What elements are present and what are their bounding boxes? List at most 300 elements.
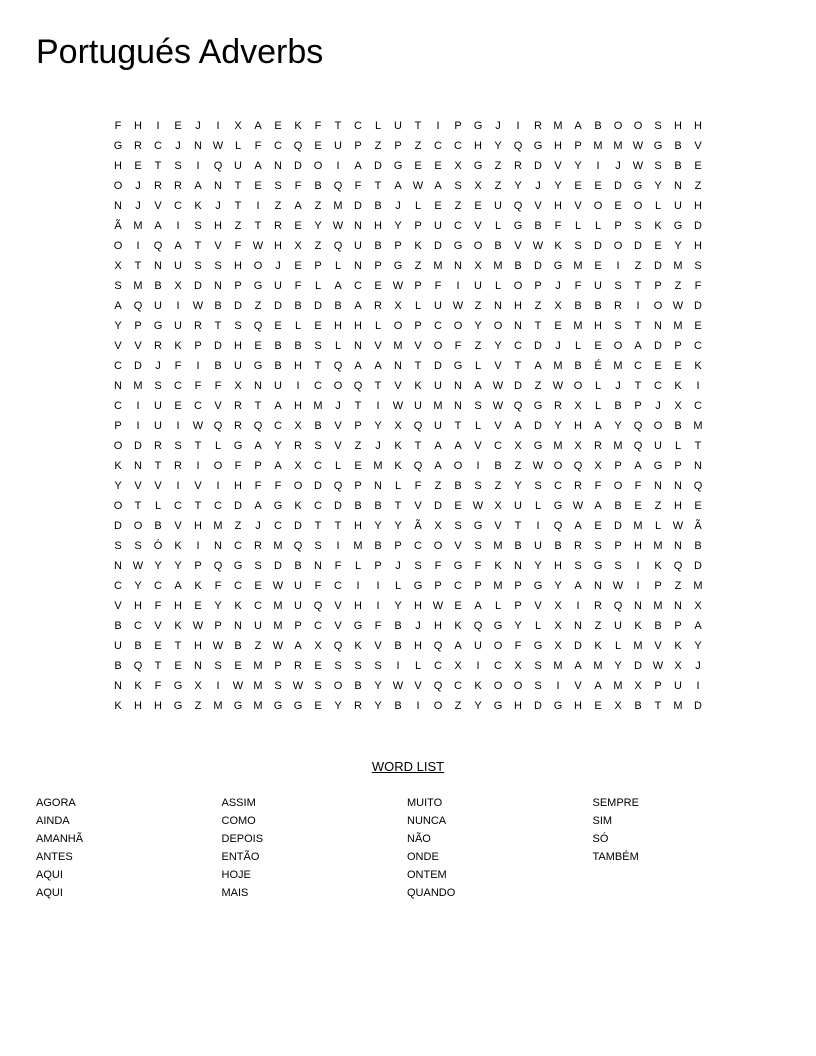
grid-letter: Y bbox=[494, 340, 502, 352]
grid-letter: E bbox=[694, 320, 702, 332]
grid-letter: Z bbox=[254, 640, 262, 652]
grid-letter: R bbox=[594, 440, 602, 452]
grid-letter: B bbox=[374, 500, 382, 512]
grid-letter: P bbox=[414, 280, 422, 292]
grid-letter: O bbox=[333, 680, 343, 692]
grid-letter: Y bbox=[554, 180, 562, 192]
grid-letter: E bbox=[594, 260, 602, 272]
grid-letter: B bbox=[574, 360, 582, 372]
grid-letter: I bbox=[176, 480, 180, 492]
grid-letter: D bbox=[654, 260, 662, 272]
grid-letter: N bbox=[494, 300, 502, 312]
grid-letter: D bbox=[594, 240, 602, 252]
grid-row bbox=[108, 616, 708, 636]
grid-letter: E bbox=[434, 160, 442, 172]
grid-letter: T bbox=[694, 440, 702, 452]
grid-letter: T bbox=[234, 180, 242, 192]
grid-letter: G bbox=[113, 140, 123, 152]
grid-letter: V bbox=[534, 200, 542, 212]
grid-letter: F bbox=[154, 600, 162, 612]
grid-letter: E bbox=[294, 220, 302, 232]
grid-letter: G bbox=[153, 320, 163, 332]
grid-letter: W bbox=[632, 160, 644, 172]
grid-letter: I bbox=[196, 460, 200, 472]
grid-letter: A bbox=[454, 440, 462, 452]
grid-letter: C bbox=[454, 220, 462, 232]
grid-letter: I bbox=[396, 660, 400, 672]
grid-letter: D bbox=[214, 340, 222, 352]
grid-letter: L bbox=[294, 320, 302, 332]
grid-letter: U bbox=[534, 540, 542, 552]
grid-letter: B bbox=[494, 460, 502, 472]
grid-letter: V bbox=[154, 620, 162, 632]
grid-letter: M bbox=[433, 260, 443, 272]
grid-letter: O bbox=[633, 120, 643, 132]
grid-letter: O bbox=[113, 500, 123, 512]
grid-letter: B bbox=[294, 560, 302, 572]
grid-row bbox=[108, 576, 708, 596]
grid-letter: K bbox=[174, 620, 182, 632]
grid-letter: M bbox=[133, 280, 143, 292]
grid-letter: I bbox=[296, 380, 300, 392]
grid-letter: M bbox=[613, 680, 623, 692]
grid-letter: J bbox=[395, 560, 401, 572]
grid-letter: F bbox=[414, 480, 422, 492]
grid-row bbox=[108, 376, 708, 396]
grid-row bbox=[108, 496, 708, 516]
grid-letter: W bbox=[672, 300, 684, 312]
grid-letter: O bbox=[653, 420, 663, 432]
word-list-item: ASSIM bbox=[221, 797, 256, 809]
grid-letter: G bbox=[633, 180, 643, 192]
grid-letter: M bbox=[613, 360, 623, 372]
grid-letter: U bbox=[334, 140, 342, 152]
grid-letter: M bbox=[493, 260, 503, 272]
grid-letter: Y bbox=[394, 600, 402, 612]
grid-letter: E bbox=[594, 520, 602, 532]
grid-letter: K bbox=[194, 580, 202, 592]
grid-letter: O bbox=[613, 120, 623, 132]
grid-letter: C bbox=[654, 380, 662, 392]
grid-letter: D bbox=[634, 240, 642, 252]
grid-letter: G bbox=[233, 440, 243, 452]
grid-letter: M bbox=[353, 540, 363, 552]
grid-letter: N bbox=[274, 160, 282, 172]
grid-letter: E bbox=[594, 700, 602, 712]
grid-letter: A bbox=[454, 640, 462, 652]
grid-letter: P bbox=[354, 480, 362, 492]
grid-letter: G bbox=[533, 400, 543, 412]
grid-letter: Q bbox=[693, 480, 703, 492]
grid-letter: A bbox=[114, 300, 122, 312]
grid-letter: P bbox=[294, 620, 302, 632]
grid-letter: V bbox=[154, 200, 162, 212]
grid-letter: H bbox=[554, 200, 562, 212]
grid-letter: T bbox=[534, 320, 542, 332]
grid-letter: T bbox=[414, 360, 422, 372]
grid-letter: G bbox=[533, 580, 543, 592]
grid-letter: N bbox=[674, 180, 682, 192]
grid-letter: Y bbox=[214, 600, 222, 612]
grid-letter: Y bbox=[334, 700, 342, 712]
grid-letter: L bbox=[334, 340, 342, 352]
grid-letter: U bbox=[174, 260, 182, 272]
grid-letter: D bbox=[294, 520, 302, 532]
grid-letter: T bbox=[374, 180, 382, 192]
grid-letter: Q bbox=[333, 360, 343, 372]
grid-letter: E bbox=[614, 200, 622, 212]
grid-letter: V bbox=[374, 340, 382, 352]
grid-letter: Y bbox=[134, 580, 142, 592]
grid-letter: J bbox=[415, 620, 421, 632]
grid-letter: A bbox=[174, 240, 182, 252]
grid-letter: U bbox=[274, 380, 282, 392]
grid-letter: F bbox=[234, 240, 242, 252]
grid-letter: X bbox=[514, 660, 522, 672]
grid-letter: I bbox=[376, 580, 380, 592]
grid-letter: U bbox=[154, 300, 162, 312]
grid-letter: R bbox=[574, 540, 582, 552]
grid-letter: E bbox=[694, 500, 702, 512]
grid-letter: P bbox=[534, 280, 542, 292]
grid-letter: O bbox=[393, 320, 403, 332]
word-list-item: NUNCA bbox=[407, 815, 447, 827]
grid-letter: I bbox=[476, 660, 480, 672]
grid-letter: O bbox=[513, 680, 523, 692]
grid-letter: D bbox=[334, 500, 342, 512]
grid-letter: E bbox=[234, 660, 242, 672]
grid-letter: H bbox=[174, 600, 182, 612]
grid-letter: J bbox=[535, 180, 541, 192]
grid-letter: O bbox=[313, 160, 323, 172]
grid-letter: M bbox=[673, 700, 683, 712]
grid-letter: P bbox=[194, 340, 202, 352]
grid-letter: C bbox=[354, 120, 362, 132]
grid-letter: M bbox=[633, 520, 643, 532]
grid-letter: K bbox=[114, 700, 122, 712]
grid-letter: X bbox=[674, 660, 682, 672]
grid-row bbox=[108, 556, 708, 576]
grid-letter: F bbox=[214, 580, 222, 592]
grid-letter: F bbox=[194, 380, 202, 392]
grid-letter: N bbox=[134, 460, 142, 472]
grid-letter: V bbox=[474, 220, 482, 232]
grid-letter: N bbox=[514, 320, 522, 332]
grid-letter: R bbox=[154, 180, 162, 192]
grid-letter: D bbox=[614, 520, 622, 532]
grid-letter: J bbox=[275, 260, 281, 272]
grid-letter: A bbox=[574, 120, 582, 132]
grid-letter: V bbox=[214, 240, 222, 252]
grid-letter: H bbox=[574, 420, 582, 432]
grid-letter: A bbox=[254, 440, 262, 452]
grid-letter: O bbox=[213, 460, 223, 472]
grid-letter: Z bbox=[534, 300, 542, 312]
grid-letter: P bbox=[634, 400, 642, 412]
grid-letter: I bbox=[356, 580, 360, 592]
grid-letter: L bbox=[674, 440, 682, 452]
grid-letter: Z bbox=[594, 620, 602, 632]
grid-letter: V bbox=[334, 440, 342, 452]
grid-letter: V bbox=[654, 640, 662, 652]
grid-letter: V bbox=[494, 520, 502, 532]
word-list-item: AGORA bbox=[36, 797, 76, 809]
grid-letter: E bbox=[294, 260, 302, 272]
grid-letter: K bbox=[234, 600, 242, 612]
grid-letter: E bbox=[274, 120, 282, 132]
grid-letter: A bbox=[394, 180, 402, 192]
grid-letter: H bbox=[434, 620, 442, 632]
grid-letter: U bbox=[114, 640, 122, 652]
grid-letter: B bbox=[214, 300, 222, 312]
grid-letter: K bbox=[354, 640, 362, 652]
grid-letter: V bbox=[394, 380, 402, 392]
grid-letter: I bbox=[256, 200, 260, 212]
grid-letter: S bbox=[474, 400, 482, 412]
grid-letter: U bbox=[394, 120, 402, 132]
grid-letter: W bbox=[392, 280, 404, 292]
grid-letter: H bbox=[114, 160, 122, 172]
grid-letter: D bbox=[274, 300, 282, 312]
grid-letter: W bbox=[432, 600, 444, 612]
grid-letter: G bbox=[393, 160, 403, 172]
grid-letter: A bbox=[334, 280, 342, 292]
grid-letter: Z bbox=[494, 480, 502, 492]
grid-letter: O bbox=[453, 320, 463, 332]
grid-letter: W bbox=[192, 620, 204, 632]
grid-letter: T bbox=[234, 200, 242, 212]
grid-row bbox=[108, 196, 708, 216]
grid-letter: T bbox=[154, 660, 162, 672]
grid-letter: H bbox=[134, 600, 142, 612]
grid-letter: X bbox=[194, 680, 202, 692]
grid-letter: H bbox=[554, 560, 562, 572]
grid-letter: I bbox=[696, 680, 700, 692]
grid-letter: L bbox=[354, 560, 362, 572]
grid-letter: W bbox=[532, 240, 544, 252]
grid-letter: X bbox=[574, 400, 582, 412]
grid-letter: B bbox=[134, 640, 142, 652]
grid-letter: R bbox=[294, 660, 302, 672]
grid-letter: V bbox=[474, 440, 482, 452]
grid-letter: O bbox=[453, 460, 463, 472]
grid-letter: V bbox=[334, 420, 342, 432]
grid-letter: L bbox=[374, 320, 382, 332]
grid-letter: T bbox=[314, 520, 322, 532]
grid-letter: H bbox=[294, 360, 302, 372]
grid-letter: T bbox=[454, 420, 462, 432]
grid-letter: D bbox=[534, 160, 542, 172]
grid-letter: I bbox=[156, 120, 160, 132]
grid-letter: S bbox=[314, 340, 322, 352]
grid-letter: J bbox=[335, 400, 341, 412]
grid-letter: Q bbox=[213, 560, 223, 572]
grid-letter: A bbox=[474, 380, 482, 392]
grid-letter: L bbox=[474, 420, 482, 432]
grid-letter: L bbox=[594, 220, 602, 232]
grid-letter: C bbox=[154, 580, 162, 592]
grid-letter: W bbox=[652, 660, 664, 672]
grid-letter: Y bbox=[174, 560, 182, 572]
grid-letter: U bbox=[154, 420, 162, 432]
grid-letter: B bbox=[574, 300, 582, 312]
grid-letter: Z bbox=[474, 300, 482, 312]
grid-letter: M bbox=[393, 340, 403, 352]
grid-letter: V bbox=[374, 640, 382, 652]
grid-letter: K bbox=[494, 560, 502, 572]
grid-letter: C bbox=[434, 320, 442, 332]
grid-letter: X bbox=[554, 620, 562, 632]
grid-letter: P bbox=[654, 280, 662, 292]
grid-letter: T bbox=[414, 440, 422, 452]
grid-letter: M bbox=[333, 200, 343, 212]
grid-letter: O bbox=[633, 200, 643, 212]
grid-letter: K bbox=[114, 460, 122, 472]
grid-letter: S bbox=[214, 260, 222, 272]
grid-letter: C bbox=[694, 400, 702, 412]
grid-letter: A bbox=[354, 300, 362, 312]
grid-letter: S bbox=[334, 660, 342, 672]
grid-letter: D bbox=[654, 340, 662, 352]
grid-letter: S bbox=[234, 320, 242, 332]
grid-letter: C bbox=[314, 460, 322, 472]
grid-letter: D bbox=[314, 480, 322, 492]
grid-letter: S bbox=[314, 680, 322, 692]
grid-letter: T bbox=[314, 360, 322, 372]
grid-letter: M bbox=[253, 680, 263, 692]
grid-letter: Q bbox=[253, 420, 263, 432]
grid-letter: N bbox=[114, 560, 122, 572]
grid-letter: W bbox=[492, 400, 504, 412]
grid-letter: B bbox=[394, 640, 402, 652]
grid-letter: Z bbox=[194, 700, 202, 712]
grid-letter: X bbox=[474, 180, 482, 192]
grid-letter: J bbox=[215, 200, 221, 212]
grid-letter: N bbox=[114, 200, 122, 212]
grid-letter: C bbox=[494, 440, 502, 452]
grid-letter: G bbox=[253, 280, 263, 292]
grid-letter: J bbox=[155, 360, 161, 372]
grid-letter: E bbox=[174, 400, 182, 412]
grid-letter: Ã bbox=[694, 520, 702, 532]
grid-letter: G bbox=[453, 240, 463, 252]
grid-letter: S bbox=[614, 280, 622, 292]
word-list-item: AINDA bbox=[36, 815, 70, 827]
word-list-item: AMANHÃ bbox=[36, 833, 84, 845]
grid-letter: A bbox=[294, 640, 302, 652]
grid-letter: I bbox=[136, 240, 140, 252]
grid-letter: N bbox=[354, 260, 362, 272]
grid-letter: R bbox=[514, 160, 522, 172]
grid-letter: A bbox=[374, 360, 382, 372]
word-list-column bbox=[222, 794, 408, 902]
grid-letter: B bbox=[514, 540, 522, 552]
grid-letter: H bbox=[234, 260, 242, 272]
grid-letter: A bbox=[354, 360, 362, 372]
grid-letter: S bbox=[414, 560, 422, 572]
grid-letter: C bbox=[174, 380, 182, 392]
grid-letter: Q bbox=[213, 420, 223, 432]
word-list-heading: WORD LIST bbox=[371, 759, 445, 774]
grid-letter: G bbox=[453, 560, 463, 572]
grid-letter: I bbox=[636, 560, 640, 572]
grid-letter: M bbox=[693, 420, 703, 432]
grid-letter: U bbox=[434, 420, 442, 432]
grid-letter: B bbox=[314, 180, 322, 192]
grid-letter: X bbox=[294, 240, 302, 252]
grid-letter: B bbox=[214, 360, 222, 372]
grid-row bbox=[108, 536, 708, 556]
grid-letter: X bbox=[694, 600, 702, 612]
grid-letter: F bbox=[474, 560, 482, 572]
grid-letter: I bbox=[436, 120, 440, 132]
word-list-item: ENTÃO bbox=[221, 851, 260, 863]
grid-letter: F bbox=[434, 280, 442, 292]
grid-letter: Z bbox=[514, 460, 522, 472]
grid-row bbox=[108, 236, 708, 256]
grid-letter: E bbox=[274, 320, 282, 332]
grid-letter: Y bbox=[314, 220, 322, 232]
grid-letter: E bbox=[254, 580, 262, 592]
grid-letter: S bbox=[594, 540, 602, 552]
grid-letter: Y bbox=[374, 420, 382, 432]
grid-letter: I bbox=[536, 520, 540, 532]
grid-letter: B bbox=[294, 340, 302, 352]
grid-letter: Z bbox=[674, 280, 682, 292]
grid-letter: F bbox=[354, 180, 362, 192]
grid-letter: G bbox=[273, 700, 283, 712]
grid-letter: W bbox=[192, 420, 204, 432]
grid-letter: E bbox=[314, 320, 322, 332]
grid-letter: O bbox=[253, 260, 263, 272]
grid-letter: B bbox=[534, 220, 542, 232]
grid-letter: B bbox=[454, 480, 462, 492]
grid-letter: U bbox=[614, 620, 622, 632]
grid-letter: C bbox=[314, 500, 322, 512]
grid-letter: Q bbox=[353, 380, 363, 392]
grid-letter: W bbox=[332, 220, 344, 232]
grid-letter: W bbox=[492, 380, 504, 392]
grid-letter: T bbox=[634, 280, 642, 292]
grid-letter: H bbox=[414, 600, 422, 612]
grid-letter: S bbox=[534, 480, 542, 492]
grid-letter: T bbox=[214, 320, 222, 332]
grid-letter: O bbox=[613, 340, 623, 352]
grid-letter: V bbox=[334, 600, 342, 612]
grid-letter: M bbox=[133, 380, 143, 392]
grid-letter: K bbox=[454, 620, 462, 632]
grid-letter: M bbox=[213, 520, 223, 532]
grid-letter: I bbox=[176, 420, 180, 432]
grid-letter: D bbox=[194, 280, 202, 292]
page-title: Portugués Adverbs bbox=[36, 33, 324, 71]
grid-letter: Q bbox=[133, 660, 143, 672]
grid-letter: L bbox=[614, 640, 622, 652]
grid-letter: M bbox=[653, 600, 663, 612]
grid-letter: T bbox=[254, 220, 262, 232]
word-list-item: MAIS bbox=[221, 887, 249, 899]
grid-letter: I bbox=[636, 580, 640, 592]
grid-letter: B bbox=[234, 640, 242, 652]
grid-letter: S bbox=[194, 220, 202, 232]
grid-letter: D bbox=[534, 340, 542, 352]
grid-letter: U bbox=[414, 400, 422, 412]
grid-letter: J bbox=[615, 160, 621, 172]
grid-letter: M bbox=[253, 660, 263, 672]
grid-letter: J bbox=[195, 120, 201, 132]
grid-letter: U bbox=[234, 160, 242, 172]
grid-letter: E bbox=[454, 600, 462, 612]
